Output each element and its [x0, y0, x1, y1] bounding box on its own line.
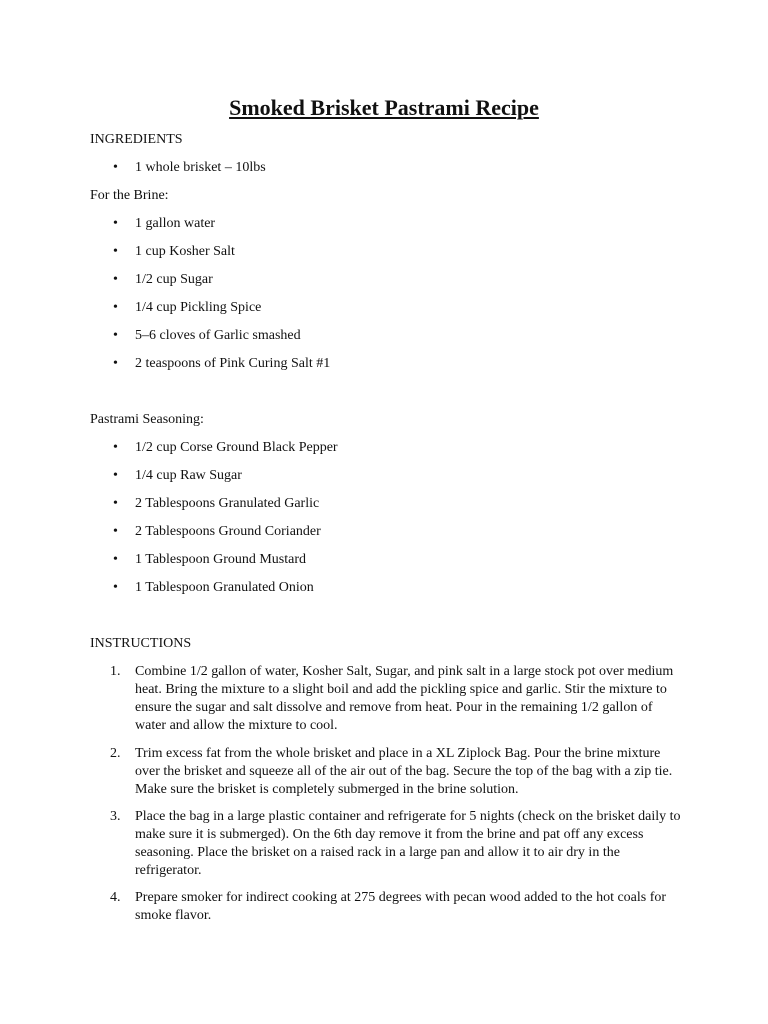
step-text	[135, 889, 680, 925]
brine-item-text: 5–6 cloves of Garlic smashed	[135, 328, 301, 343]
seasoning-item-text: 1/2 cup Corse Ground Black Pepper	[135, 440, 338, 455]
step-text	[135, 745, 680, 799]
step-line: heat. Bring the mixture to a slight boil and add the pickling spice and garlic. Stir the mixture to	[135, 682, 667, 697]
bullet-icon: •	[113, 244, 118, 259]
brine-item-text: 1 cup Kosher Salt	[135, 244, 235, 259]
bullet-icon: •	[113, 272, 118, 287]
instructions-heading: INSTRUCTIONS	[90, 636, 192, 651]
step-line: Make sure the brisket is completely submerged in the brine solution.	[135, 782, 519, 797]
bullet-icon: •	[113, 160, 118, 175]
ingredients-heading: INGREDIENTS	[90, 132, 183, 147]
seasoning-item-text: 1/4 cup Raw Sugar	[135, 468, 242, 483]
bullet-icon: •	[113, 440, 118, 455]
seasoning-item-text: 2 Tablespoons Granulated Garlic	[135, 496, 320, 511]
seasoning-heading: Pastrami Seasoning:	[90, 412, 204, 427]
bullet-icon: •	[113, 468, 118, 483]
step-line: seasoning. Place the brisket on a raised rack in a large pan and allow it to air dry in the	[135, 845, 620, 860]
brine-item-text: 1 gallon water	[135, 216, 216, 231]
step-line: water and allow the mixture to cool.	[135, 718, 338, 733]
bullet-icon: •	[113, 328, 118, 343]
brine-item-text: 1/2 cup Sugar	[135, 272, 213, 287]
step-line: smoke flavor.	[135, 908, 212, 923]
step-line: Combine 1/2 gallon of water, Kosher Salt, Sugar, and pink salt in a large stock pot over medium	[135, 664, 674, 679]
step-number: 4.	[110, 890, 121, 905]
brine-item-text: 2 teaspoons of Pink Curing Salt #1	[135, 356, 331, 371]
bullet-icon: •	[113, 300, 118, 315]
step-line: make sure it is submerged). On the 6th day remove it from the brine and pat off any excess	[135, 827, 644, 842]
brine-item-text: 1/4 cup Pickling Spice	[135, 300, 262, 315]
step-number: 1.	[110, 664, 121, 679]
seasoning-item-text: 1 Tablespoon Ground Mustard	[135, 552, 307, 567]
step-line: Place the bag in a large plastic container and refrigerate for 5 nights (check on the brisket daily to	[135, 809, 681, 824]
step-text	[135, 663, 680, 735]
bullet-icon: •	[113, 216, 118, 231]
step-number: 3.	[110, 809, 121, 824]
step-line: Trim excess fat from the whole brisket and place in a XL Ziplock Bag. Pour the brine mixture	[135, 746, 661, 761]
bullet-icon: •	[113, 496, 118, 511]
step-line: Prepare smoker for indirect cooking at 275 degrees with pecan wood added to the hot coals for	[135, 890, 667, 905]
ingredient-text: 1 whole brisket – 10lbs	[135, 160, 266, 175]
step-number: 2.	[110, 746, 121, 761]
seasoning-item-text: 2 Tablespoons Ground Coriander	[135, 524, 321, 539]
seasoning-item-text: 1 Tablespoon Granulated Onion	[135, 580, 314, 595]
brine-heading: For the Brine:	[90, 188, 169, 203]
step-line: refrigerator.	[135, 863, 202, 878]
step-line: ensure the sugar and salt dissolve and remove from heat. Pour in the remaining 1/2 gallon of	[135, 700, 653, 715]
document-title: Smoked Brisket Pastrami Recipe	[229, 95, 539, 120]
bullet-icon: •	[113, 580, 118, 595]
bullet-icon: •	[113, 552, 118, 567]
bullet-icon: •	[113, 356, 118, 371]
step-line: over the brisket and squeeze all of the air out of the bag. Secure the top of the bag with a zip tie.	[135, 764, 673, 779]
step-text	[135, 808, 680, 880]
bullet-icon: •	[113, 524, 118, 539]
